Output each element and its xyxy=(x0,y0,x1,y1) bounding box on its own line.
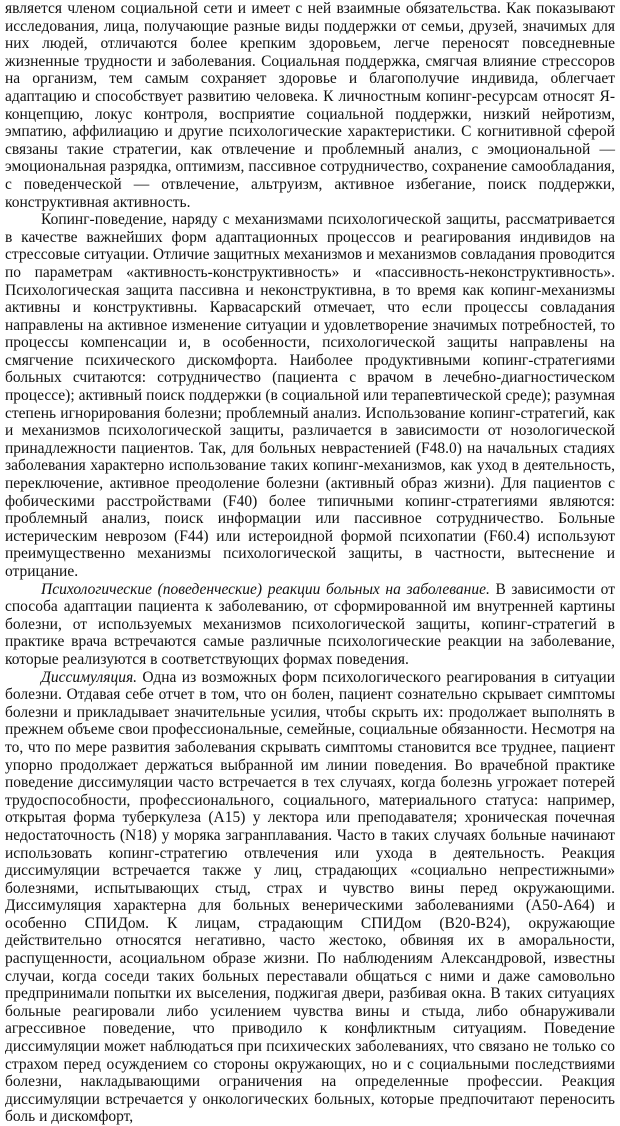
paragraph-social-support xyxy=(5,0,615,211)
paragraph-text: Одна из возможных форм психологического реагирования в ситуации болезни. Отдавая себе отчет в том, что он болен, пациент сознательно скрывает симптомы болезни и прикладывает значительные усилия, чтобы скрыть их: продолжает выполнять в прежнем объеме свои профессиональные, семейные, социальные обязанности. Несмотря на то, что по мере развития заболевания скрывать симптомы становится все труднее, пациент упорно продолжает держаться выбранной им линии поведения. Во врачебной практике поведение диссимуляции часто встречается в тех случаях, когда болезнь угрожает потерей трудоспособности, профессионального, социального, материального статуса: например, открытая форма туберкулеза (А15) у лектора или преподавателя; хроническая почечная недостаточность (N18) у моряка загранплавания. Часто в таких случаях больные начинают использовать копинг-стратегию отвлечения или ухода в деятельность. Реакция диссимуляции встречается также у лиц, страдающих «социально непрестижными» болезнями, испытывающих стыд, страх и чувство вины перед окружающими. Диссимуляция характерна для больных венерическими заболеваниями (А50-А64) и особенно СПИДом. К лицам, страдающим СПИДом (В20-В24), окружающие действительно относятся негативно, часто жестоко, обвиняя их в аморальности, распущенности, асоциальном образе жизни. По наблюдениям Александровой, известны случаи, когда соседи таких больных переставали общаться с ними и даже самовольно предпринимали попытки их выселения, поджигая двери, разбивая окна. В таких ситуациях больные реагировали либо усилением чувства вины и стыда, либо обнаруживали агрессивное поведение, что приводило к конфликтным ситуациям. Поведение диссимуляции может наблюдаться при психических заболеваниях, что связано не только со страхом перед осуждением со стороны окружающих, но и с социальными последствиями болезни, накладывающими ограничения на определенные профессии. Реакция диссимуляции встречается у онкологических больных, которые предпочитают переносить боль и дискомфорт, xyxy=(5,668,615,1126)
paragraph-text: является членом социальной сети и имеет с ней взаимные обязательства. Как показывают исследования, лица, получающие разные виды поддержки от семьи, друзей, значимых для них людей, отличаются более крепким здоровьем, легче переносят повседневные жизненные трудности и заболевания. Социальная поддержка, смягчая влияние стрессоров на организм, тем самым сохраняет здоровье и благополучие индивида, облегчает адаптацию и способствует развитию человека. К личностным копинг-ресурсам относят Я-концепцию, локус контроля, восприятие социальной поддержки, низкий нейротизм, эмпатию, аффилиацию и другие психологические характеристики. С когнитивной сферой связаны такие стратегии, как отвлечение и проблемный анализ, с эмоциональной — эмоциональная разрядка, оптимизм, пассивное сотрудничество, сохранение самообладания, с поведенческой — отвлечение, альтруизм, активное избегание, поиск поддержки, конструктивная активность. xyxy=(5,0,615,211)
paragraph-dissimulation xyxy=(5,669,615,1126)
section-heading-dissimulation: Диссимуляция. xyxy=(41,668,138,686)
paragraph-text: В зависимости от способа адаптации пациента к заболеванию, от сформированной им внутренней картины болезни, от используемых механизмов психологической защиты, копинг-стратегий в практике врача встречаются самые различные психологические реакции на заболевание, которые реализуются в соответствующих формах поведения. xyxy=(5,580,615,668)
document-page xyxy=(5,0,615,1126)
paragraph-coping-behavior xyxy=(5,211,615,580)
paragraph-behavioral-reactions xyxy=(5,581,615,669)
paragraph-text: Копинг-поведение, наряду с механизмами психологической защиты, рассматривается в качестве важнейших форм адаптационных процессов и реагирования индивидов на стрессовые ситуации. Отличие защитных механизмов и механизмов совладания проводится по параметрам «активность-конструктивность» и «пассивность-неконструктивность». Психологическая защита пассивна и неконструктивна, в то время как копинг-механизмы активны и конструктивны. Карвасарский отмечает, что если процессы совладания направлены на активное изменение ситуации и удовлетворение значимых потребностей, то процессы компенсации и, в особенности, психологической защиты направлены на смягчение психического дискомфорта. Наиболее продуктивными копинг-стратегиями больных считаются: сотрудничество (пациента с врачом в лечебно-диагностическом процессе); активный поиск поддержки (в социальной или терапевтической среде); разумная степень игнорирования болезни; проблемный анализ. Использование копинг-стратегий, как и механизмов психологической защиты, различается в зависимости от нозологической принадлежности пациентов. Так, для больных неврастенией (F48.0) на начальных стадиях заболевания характерно использование таких копинг-механизмов, как уход в деятельность, переключение, активное преодоление болезни (активный образ жизни). Для пациентов с фобическими расстройствами (F40) более типичными копинг-стратегиями являются: проблемный анализ, поиск информации или пассивное сотрудничество. Больные истерическим неврозом (F44) или истероидной формой психопатии (F60.4) используют преимущественно механизмы психологической защиты, в частности, вытеснение и отрицание. xyxy=(5,211,615,580)
section-heading-reactions: Психологические (поведенческие) реакции больных на заболевание. xyxy=(41,580,490,598)
